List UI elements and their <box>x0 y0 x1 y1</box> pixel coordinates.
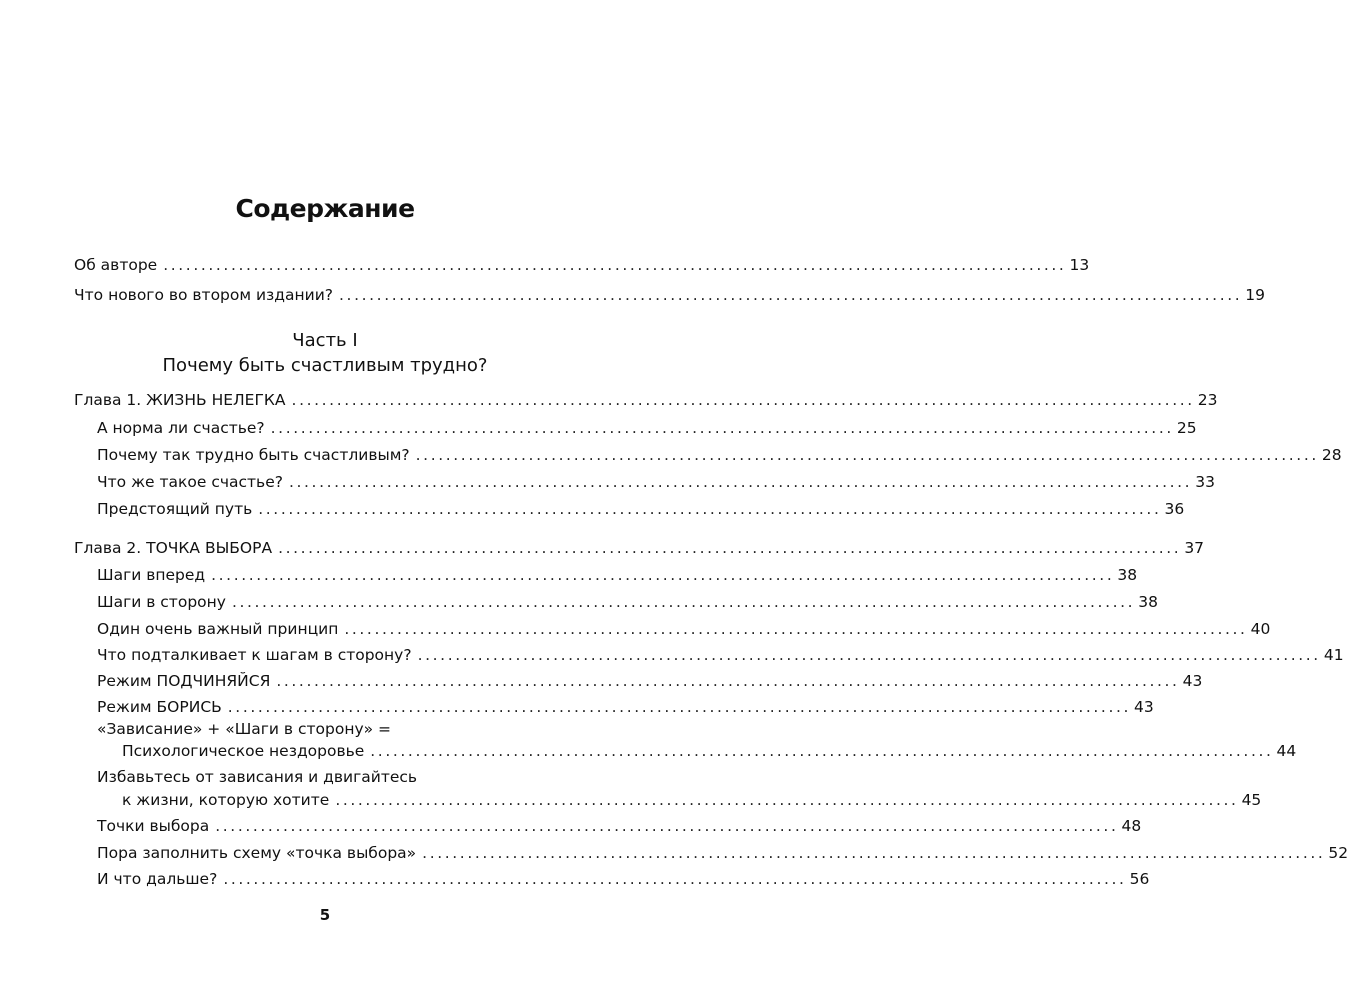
dot-leader: ........................................................................................................................ <box>163 256 1067 274</box>
toc-entry-text: Точки выбора <box>97 817 210 835</box>
toc-entry-text-line1[interactable]: Избавьтесь от зависания и двигайтесь <box>97 768 418 786</box>
toc-entry-text: Режим ПОДЧИНЯЙСЯ <box>97 672 271 690</box>
toc-entry-page: 43 <box>1182 672 1203 690</box>
toc-entry-page: 48 <box>1121 817 1142 835</box>
dot-leader: ........................................................................................................................ <box>223 870 1127 888</box>
toc-entry-page: 44 <box>1276 742 1297 760</box>
toc-entry-page: 33 <box>1195 473 1215 491</box>
dot-leader: ........................................................................................................................ <box>417 646 1321 664</box>
dot-leader: ........................................................................................................................ <box>278 539 1182 557</box>
toc-entry-page: 37 <box>1184 539 1205 557</box>
toc-entry-page: 56 <box>1129 870 1150 888</box>
part-title: Почему быть счастливым трудно? <box>162 355 488 376</box>
toc-entry[interactable] <box>97 617 1271 641</box>
toc-entry[interactable] <box>97 841 1348 865</box>
toc-entry-page: 28 <box>1321 446 1342 464</box>
toc-entry-text: Что нового во втором издании? <box>74 286 334 304</box>
toc-entry[interactable] <box>122 739 1297 763</box>
toc-entry-page: 41 <box>1323 646 1344 664</box>
toc-entry[interactable] <box>97 416 1197 440</box>
toc-entry-text: Что же такое счастье? <box>97 473 283 491</box>
part-label: Часть I <box>292 330 358 351</box>
toc-entry[interactable] <box>97 669 1203 693</box>
toc-entry-text: Предстоящий путь <box>97 500 253 518</box>
toc-entry[interactable] <box>122 788 1262 812</box>
dot-leader: ........................................................................................................................ <box>215 817 1119 835</box>
toc-entry-text-line1[interactable]: «Зависание» + «Шаги в сторону» = <box>97 720 392 738</box>
toc-entry-page: 19 <box>1245 286 1266 304</box>
toc-entry-page: 45 <box>1241 791 1262 809</box>
toc-entry-text: Шаги вперед <box>97 566 206 584</box>
toc-entry-page: 23 <box>1197 391 1218 409</box>
dot-leader: ........................................................................................................................ <box>344 620 1248 638</box>
toc-chapter-1[interactable] <box>74 388 1218 412</box>
toc-entry-text: Один очень важный принцип <box>97 620 339 638</box>
toc-entry-page: 36 <box>1164 500 1185 518</box>
toc-entry-about-author[interactable] <box>74 253 1090 277</box>
dot-leader: ........................................................................................................................ <box>276 672 1180 690</box>
toc-chapter-2[interactable] <box>74 536 1205 560</box>
dot-leader: ........................................................................................................................ <box>422 844 1326 862</box>
toc-entry[interactable] <box>97 643 1344 667</box>
toc-entry-text: Глава 1. ЖИЗНЬ НЕЛЕГКА <box>74 391 286 409</box>
dot-leader: ........................................................................................................................ <box>258 500 1162 518</box>
toc-entry-text: И что дальше? <box>97 870 218 888</box>
toc-entry-page: 52 <box>1328 844 1348 862</box>
dot-leader: ........................................................................................................................ <box>291 391 1195 409</box>
page-title: Содержание <box>235 194 415 223</box>
toc-entry[interactable] <box>97 563 1138 587</box>
toc-entry[interactable] <box>97 695 1154 719</box>
toc-entry-text: Психологическое нездоровье <box>122 742 365 760</box>
dot-leader: ........................................................................................................................ <box>227 698 1132 716</box>
dot-leader: ........................................................................................................................ <box>288 473 1193 491</box>
dot-leader: ........................................................................................................................ <box>211 566 1115 584</box>
dot-leader: ........................................................................................................................ <box>370 742 1274 760</box>
dot-leader: ........................................................................................................................ <box>335 791 1239 809</box>
toc-entry-text: к жизни, которую хотите <box>122 791 330 809</box>
toc-entry-page: 40 <box>1250 620 1271 638</box>
toc-entry-text: Что подталкивает к шагам в сторону? <box>97 646 412 664</box>
toc-entry[interactable] <box>97 497 1185 521</box>
dot-leader: ........................................................................................................................ <box>231 593 1136 611</box>
toc-entry[interactable] <box>97 470 1215 494</box>
toc-entry-text: А норма ли счастье? <box>97 419 265 437</box>
toc-entry[interactable] <box>97 814 1142 838</box>
toc-entry-text: Почему так трудно быть счастливым? <box>97 446 410 464</box>
toc-entry-page: 38 <box>1117 566 1138 584</box>
toc-entry-page: 13 <box>1069 256 1090 274</box>
toc-entry-page: 43 <box>1134 698 1154 716</box>
toc-entry[interactable] <box>97 443 1342 467</box>
toc-entry-whats-new[interactable] <box>74 283 1266 307</box>
toc-entry-text: Пора заполнить схему «точка выбора» <box>97 844 417 862</box>
toc-entry-text: Об авторе <box>74 256 158 274</box>
dot-leader: ........................................................................................................................ <box>270 419 1174 437</box>
dot-leader: ........................................................................................................................ <box>415 446 1319 464</box>
toc-entry-page: 25 <box>1176 419 1197 437</box>
toc-entry[interactable] <box>97 867 1150 891</box>
page-number: 5 <box>319 906 331 924</box>
toc-entry-text: Режим БОРИСЬ <box>97 698 222 716</box>
toc-entry-text: Шаги в сторону <box>97 593 226 611</box>
toc-entry-text: Глава 2. ТОЧКА ВЫБОРА <box>74 539 273 557</box>
dot-leader: ........................................................................................................................ <box>339 286 1243 304</box>
toc-entry-page: 38 <box>1138 593 1158 611</box>
toc-entry[interactable] <box>97 590 1158 614</box>
